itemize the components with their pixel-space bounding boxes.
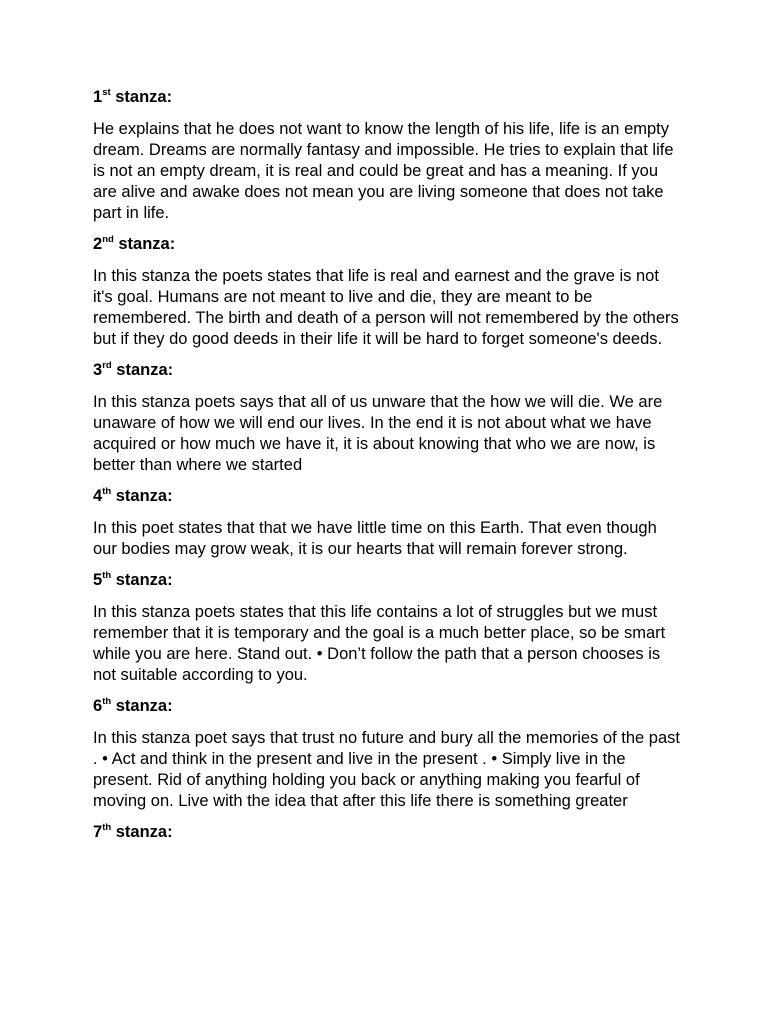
stanza-section-4 xyxy=(93,487,683,560)
ordinal-suffix: th xyxy=(102,485,112,497)
stanza-number: 4 xyxy=(93,487,103,505)
stanza-section-6 xyxy=(93,697,683,812)
stanza-title: stanza: xyxy=(111,361,174,379)
stanza-title: stanza: xyxy=(111,487,173,505)
stanza-paragraph: In this stanza poets states that this life contains a lot of struggles but we must remember that it is temporary and the goal is a much better place, so be smart while you are here. Stand out. • Don’t follow the path that a person chooses is not suitable according to you. xyxy=(93,603,666,684)
ordinal-suffix: nd xyxy=(102,233,114,245)
ordinal-suffix: th xyxy=(102,821,112,833)
stanza-number: 7 xyxy=(93,823,103,841)
stanza-heading xyxy=(93,697,683,716)
stanza-number: 1 xyxy=(93,88,103,106)
stanza-section-1 xyxy=(93,88,683,224)
stanza-section-3 xyxy=(93,361,683,476)
stanza-paragraph: In this stanza the poets states that life is real and earnest and the grave is not it's goal. Humans are not meant to live and die, they are meant to be remembered. The birth and death of a person will not remembered by the others but if they do good deeds in their life it will be hard to forget someone's deeds. xyxy=(93,267,679,348)
stanza-heading xyxy=(93,88,683,107)
stanza-heading xyxy=(93,487,683,506)
stanza-section-2 xyxy=(93,235,683,350)
stanza-heading xyxy=(93,361,683,380)
ordinal-suffix: th xyxy=(102,569,112,581)
stanza-paragraph: In this stanza poets says that all of us unware that the how we will die. We are unaware of how we will end our lives. In the end it is not about what we have acquired or how much we have it, it is about knowing that who we are now, is better than where we started xyxy=(93,393,663,474)
stanza-number: 3 xyxy=(93,361,103,379)
stanza-section-7 xyxy=(93,823,683,842)
stanza-title: stanza: xyxy=(113,235,176,253)
ordinal-suffix: rd xyxy=(102,359,112,371)
stanza-title: stanza: xyxy=(110,88,173,106)
stanza-paragraph: In this poet states that that we have little time on this Earth. That even though our bodies may grow weak, it is our hearts that will remain forever strong. xyxy=(93,519,657,558)
ordinal-suffix: th xyxy=(102,695,112,707)
stanza-section-5 xyxy=(93,571,683,686)
stanza-title: stanza: xyxy=(111,823,173,841)
stanza-paragraph: In this stanza poet says that trust no future and bury all the memories of the past . • Act and think in the present and live in the present . • Simply live in the present. Rid of anything holding you back or anything making you fearful of moving on. Live with the idea that after this life there is something greater xyxy=(93,729,680,810)
stanza-number: 6 xyxy=(93,697,103,715)
stanza-number: 5 xyxy=(93,571,103,589)
stanza-heading xyxy=(93,235,683,254)
document-body xyxy=(93,88,683,854)
stanza-title: stanza: xyxy=(111,697,173,715)
stanza-paragraph: He explains that he does not want to know the length of his life, life is an empty dream. Dreams are normally fantasy and impossible. He tries to explain that life is not an empty dream, it is real and could be great and has a meaning. If you are alive and awake does not mean you are living someone that does not take part in life. xyxy=(93,120,674,222)
ordinal-suffix: st xyxy=(102,86,111,98)
stanza-heading xyxy=(93,823,683,842)
stanza-heading xyxy=(93,571,683,590)
stanza-number: 2 xyxy=(93,235,103,253)
stanza-title: stanza: xyxy=(111,571,173,589)
